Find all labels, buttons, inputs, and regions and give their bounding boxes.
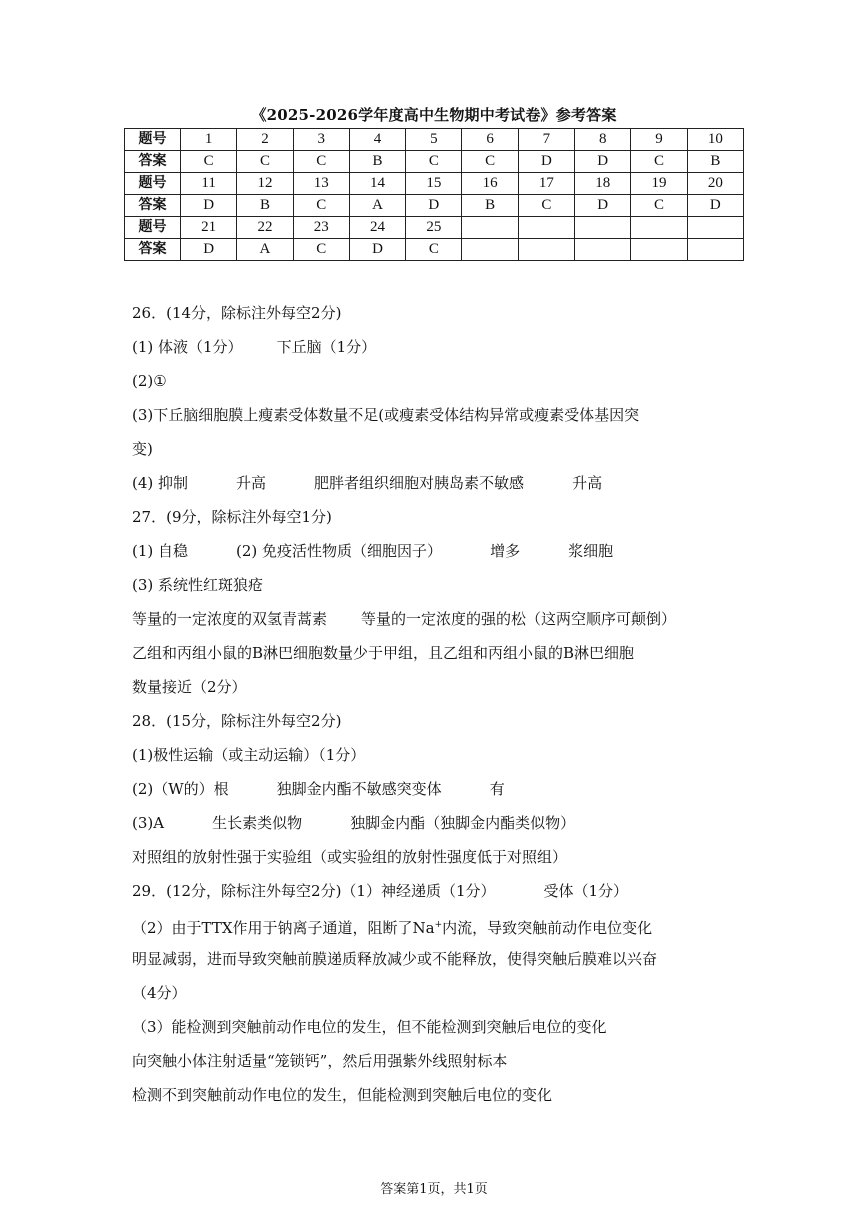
- table-cell: C: [293, 195, 349, 217]
- q28-3-b: 生长素类似物: [212, 814, 303, 832]
- table-cell: 16: [462, 173, 518, 195]
- table-cell: 22: [237, 217, 293, 239]
- q28-header: 28．(15分，除标注外每空2分): [132, 712, 342, 730]
- table-cell: B: [687, 151, 743, 173]
- answer-body-text: [132, 296, 752, 1112]
- table-cell: D: [575, 151, 631, 173]
- answer-table-body: [125, 129, 744, 261]
- table-row: [125, 195, 744, 217]
- table-cell: D: [349, 239, 405, 261]
- table-cell: 20: [687, 173, 743, 195]
- q28-3-c: 独脚金内酯（独脚金内酯类似物）: [350, 814, 576, 832]
- table-cell: [518, 217, 574, 239]
- q27-line-1: [132, 534, 752, 568]
- table-cell: 10: [687, 129, 743, 151]
- row-label: 题号: [125, 217, 181, 239]
- row-label: 题号: [125, 173, 181, 195]
- q27-1-b: (2) 免疫活性物质（细胞因子）: [236, 542, 443, 560]
- table-cell: B: [462, 195, 518, 217]
- q28-2-b: 独脚金内酯不敏感突变体: [276, 780, 442, 798]
- table-cell: 6: [462, 129, 518, 151]
- q28-2-a: (2)（W的）根: [132, 780, 229, 798]
- table-cell: C: [462, 151, 518, 173]
- q28-line-4: 对照组的放射性强于实验组（或实验组的放射性强度低于对照组）: [132, 848, 568, 866]
- q29-1-post: 内流，导致突触前动作电位变化: [442, 919, 653, 937]
- q28-line-1: (1)极性运输（或主动运输）（1分）: [132, 746, 366, 764]
- table-row: [125, 151, 744, 173]
- q26-line-4: [132, 466, 752, 500]
- q26-header: 26．(14分，除标注外每空2分): [132, 304, 342, 322]
- table-cell: [462, 239, 518, 261]
- table-cell: [687, 239, 743, 261]
- q29-line-4: （3）能检测到突触前动作电位的发生，但不能检测到突触后电位的变化: [132, 1018, 607, 1036]
- table-cell: 18: [575, 173, 631, 195]
- page-title: 《2025-2026学年度高中生物期中考试卷》参考答案: [251, 106, 617, 124]
- q28-3-a: (3)A: [132, 814, 165, 832]
- table-cell: 13: [293, 173, 349, 195]
- q26-1-a: (1) 体液（1分）: [132, 338, 243, 356]
- q26-4-c: 肥胖者组织细胞对胰岛素不敏感: [314, 474, 525, 492]
- q26-1-b: 下丘脑（1分）: [276, 338, 377, 356]
- q29-1-sup: +: [434, 920, 443, 930]
- q27-1-c: 增多: [490, 542, 521, 560]
- table-cell: D: [181, 239, 237, 261]
- q27-1-a: (1) 自稳: [132, 542, 189, 560]
- table-cell: C: [406, 239, 462, 261]
- table-cell: 12: [237, 173, 293, 195]
- row-label: 题号: [125, 129, 181, 151]
- table-cell: C: [293, 239, 349, 261]
- q29-1-pre: （2）由于TTX作用于钠离子通道，阻断了Na: [132, 919, 435, 937]
- q27-header: 27．(9分，除标注外每空1分): [132, 508, 332, 526]
- table-cell: [631, 239, 687, 261]
- table-cell: [462, 217, 518, 239]
- table-cell: D: [687, 195, 743, 217]
- table-cell: 23: [293, 217, 349, 239]
- q26-4-a: (4) 抑制: [132, 474, 189, 492]
- table-row: [125, 217, 744, 239]
- q28-2-c: 有: [489, 780, 505, 798]
- table-cell: [575, 217, 631, 239]
- table-cell: D: [518, 151, 574, 173]
- table-cell: 15: [406, 173, 462, 195]
- table-cell: 21: [181, 217, 237, 239]
- table-cell: [575, 239, 631, 261]
- table-cell: A: [349, 195, 405, 217]
- table-cell: 4: [349, 129, 405, 151]
- q26-4-b: 升高: [236, 474, 267, 492]
- table-cell: [631, 217, 687, 239]
- q27-line-4: 乙组和丙组小鼠的B淋巴细胞数量少于甲组，且乙组和丙组小鼠的B淋巴细胞: [132, 644, 635, 662]
- table-cell: 8: [575, 129, 631, 151]
- q29-line-5: 向突触小体注射适量“笼锁钙”，然后用强紫外线照射标本: [132, 1052, 508, 1070]
- table-cell: C: [631, 151, 687, 173]
- row-label: 答案: [125, 239, 181, 261]
- q26-line-3b: 变): [132, 440, 153, 458]
- table-cell: 24: [349, 217, 405, 239]
- table-cell: 9: [631, 129, 687, 151]
- table-cell: D: [181, 195, 237, 217]
- q29-header: [132, 874, 752, 908]
- table-cell: 7: [518, 129, 574, 151]
- q26-4-d: 升高: [572, 474, 603, 492]
- q29-header-b: 受体（1分）: [543, 882, 629, 900]
- table-cell: [687, 217, 743, 239]
- q27-3-b: 等量的一定浓度的强的松（这两空顺序可颠倒）: [361, 610, 677, 628]
- q28-line-3: [132, 806, 752, 840]
- table-cell: C: [237, 151, 293, 173]
- q29-line-2: 明显减弱，进而导致突触前膜递质释放减少或不能释放，使得突触后膜难以兴奋: [132, 950, 658, 968]
- q29-line-3: （4分）: [132, 984, 187, 1002]
- table-cell: 14: [349, 173, 405, 195]
- q27-line-3: [132, 602, 752, 636]
- q26-line-3: (3)下丘脑细胞膜上瘦素受体数量不足(或瘦素受体结构异常或瘦素受体基因突: [132, 406, 640, 424]
- table-cell: 3: [293, 129, 349, 151]
- table-cell: A: [237, 239, 293, 261]
- table-row: [125, 239, 744, 261]
- table-cell: 1: [181, 129, 237, 151]
- q27-line-5: 数量接近（2分）: [132, 678, 247, 696]
- q29-line-1: [132, 908, 752, 942]
- table-cell: D: [406, 195, 462, 217]
- table-cell: [518, 239, 574, 261]
- table-cell: C: [406, 151, 462, 173]
- q27-line-2: (3) 系统性红斑狼疮: [132, 576, 264, 594]
- table-row: [125, 129, 744, 151]
- table-cell: C: [631, 195, 687, 217]
- table-cell: B: [237, 195, 293, 217]
- table-row: [125, 173, 744, 195]
- table-cell: C: [518, 195, 574, 217]
- table-cell: 5: [406, 129, 462, 151]
- table-cell: 11: [181, 173, 237, 195]
- q27-3-a: 等量的一定浓度的双氢青蒿素: [132, 610, 328, 628]
- table-cell: 17: [518, 173, 574, 195]
- q27-1-d: 浆细胞: [568, 542, 614, 560]
- page-footer: 答案第1页，共1页: [380, 1182, 488, 1197]
- q29-line-6: 检测不到突触前动作电位的发生，但能检测到突触后电位的变化: [132, 1086, 553, 1104]
- table-cell: 25: [406, 217, 462, 239]
- q28-line-2: [132, 772, 752, 806]
- table-cell: C: [181, 151, 237, 173]
- table-cell: 19: [631, 173, 687, 195]
- q26-line-1: [132, 330, 752, 364]
- q29-header-a: 29．(12分，除标注外每空2分)（1）神经递质（1分）: [132, 882, 496, 900]
- q26-line-2: (2)①: [132, 372, 167, 390]
- table-cell: D: [575, 195, 631, 217]
- table-cell: 2: [237, 129, 293, 151]
- table-cell: B: [349, 151, 405, 173]
- row-label: 答案: [125, 195, 181, 217]
- table-cell: C: [293, 151, 349, 173]
- row-label: 答案: [125, 151, 181, 173]
- answer-table: [124, 128, 744, 261]
